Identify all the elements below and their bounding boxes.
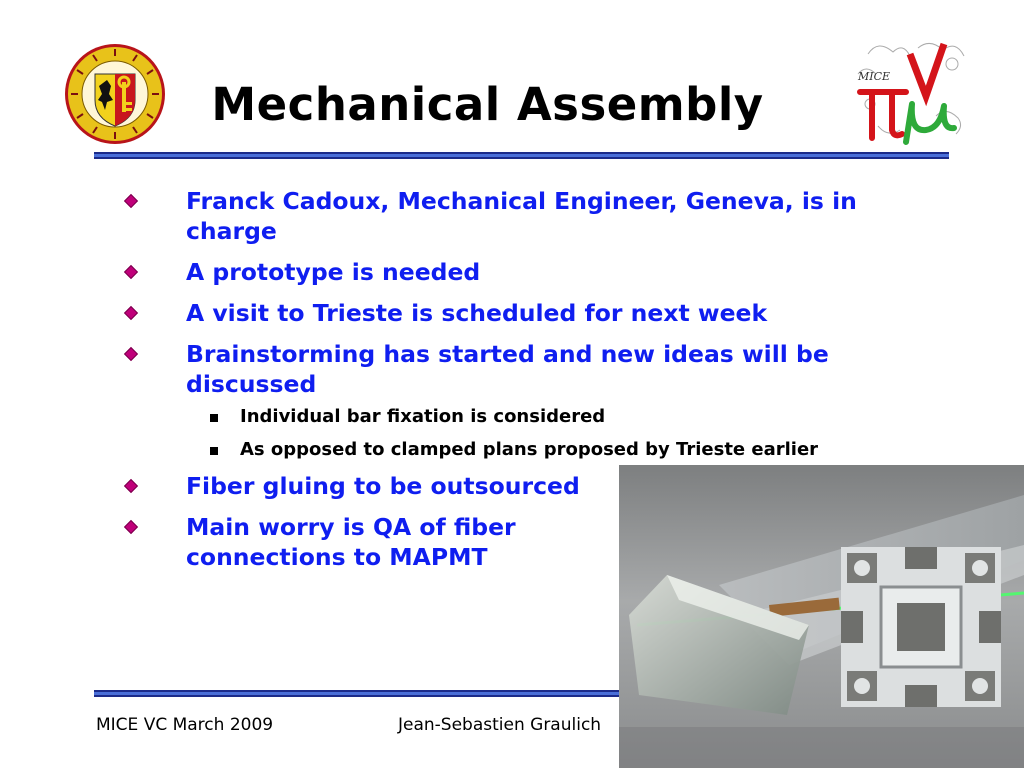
diamond-bullet-icon [124,265,138,279]
square-bullet-icon [210,414,218,422]
square-bullet-icon [210,447,218,455]
bullet-item [120,186,910,246]
diamond-bullet-icon [124,479,138,493]
sub-bullet-item [120,405,910,429]
footer-date: MICE VC March 2009 [96,715,274,735]
bullet-item [120,257,910,287]
diamond-bullet-icon [124,520,138,534]
bullet-text: Main worry is QA of fiber connections to MAPMT [186,513,516,571]
header-divider [94,152,949,159]
slide-title: Mechanical Assembly [211,78,764,131]
diamond-bullet-icon [124,347,138,361]
bullet-item [120,339,910,399]
bullet-item [120,298,910,328]
bullet-text: Brainstorming has started and new ideas will be discussed [186,340,829,398]
mice-logo-text: MICE [858,70,891,83]
diamond-bullet-icon [124,194,138,208]
aluminium-profile-photo [619,465,1024,768]
sub-bullet-text: Individual bar fixation is considered [240,406,606,427]
bullet-text: Franck Cadoux, Mechanical Engineer, Geneva, is in charge [186,187,857,245]
footer-author: Jean-Sebastien Graulich [398,715,602,735]
bullet-text: A visit to Trieste is scheduled for next week [186,299,768,327]
bullet-item [120,512,590,572]
bullet-text: A prototype is needed [186,258,481,286]
sub-bullet-list [120,405,910,462]
sub-bullet-item [120,438,910,462]
sub-bullet-text: As opposed to clamped plans proposed by Trieste earlier [240,439,819,460]
diamond-bullet-icon [124,306,138,320]
bullet-text: Fiber gluing to be outsourced [186,472,580,500]
